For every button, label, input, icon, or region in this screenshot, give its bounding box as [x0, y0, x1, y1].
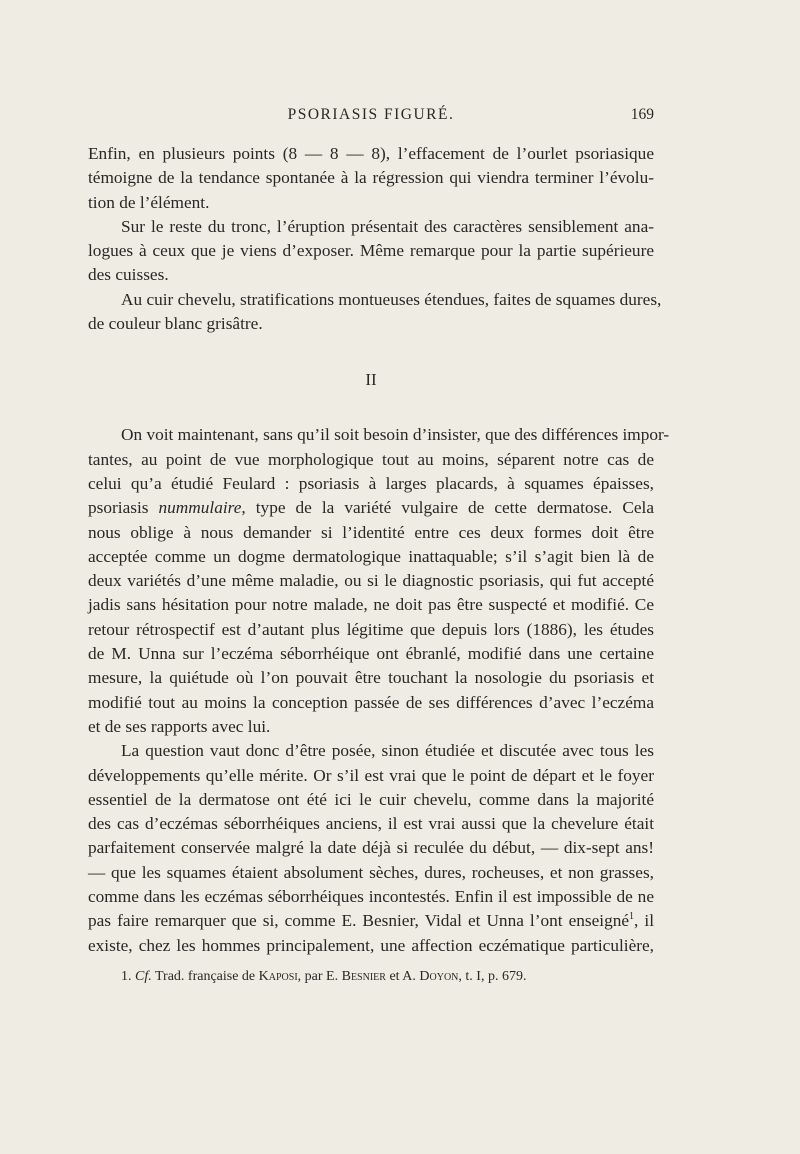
body-text: [88, 142, 670, 958]
text-run: , type de la variété vulgaire de cette dermatose. Cela: [241, 498, 655, 518]
footnote-author: Kaposi: [258, 969, 298, 984]
text-line: Enfin, en plusieurs points (8 — 8 — 8), l’effacement de l’ourlet psoriasique: [88, 144, 654, 163]
text-line: existe, chez les hommes principalement, une affection eczématique particulière,: [88, 935, 654, 955]
footnote-text: et A.: [385, 969, 420, 984]
paragraph: [88, 142, 654, 215]
running-head: [88, 106, 654, 130]
footnote-number: 1.: [121, 969, 132, 984]
text-line: Au cuir chevelu, stratifications montueuses étendues, faites de squames dures,: [121, 289, 662, 309]
text-line: modifié tout au moins la conception passée de ses différences d’avec l’eczéma: [88, 692, 654, 712]
text-line: témoigne de la tendance spontanée à la régression qui viendra terminer l’évolu-: [88, 168, 654, 188]
text-run: psoriasis: [88, 498, 159, 518]
italic-term: nummulaire: [158, 498, 242, 518]
paragraph: [88, 423, 670, 739]
text-line: et de ses rapports avec lui.: [88, 716, 271, 736]
text-line: deux variétés d’une même maladie, ou si le diagnostic psoriasis, qui fut accepté: [88, 571, 654, 591]
text-line: celui qu’a étudié Feulard : psoriasis à larges placards, à squames épaisses,: [88, 473, 654, 493]
text-line: Sur le reste du tronc, l’éruption présentait des caractères sensiblement ana-: [121, 216, 654, 236]
text-line: de M. Unna sur l’eczéma séborrhéique ont ébranlé, modifié dans une certaine: [88, 644, 654, 664]
text-line: des cuisses.: [88, 265, 169, 285]
running-title: PSORIASIS FIGURÉ.: [287, 106, 455, 123]
footnote-cf: Cf.: [135, 969, 152, 984]
footnote-text: , par E.: [297, 969, 342, 984]
text-run: , il: [634, 911, 654, 931]
footnote-text: Trad. française de: [151, 969, 259, 984]
text-line: La question vaut donc d’être posée, sinon étudiée et discutée avec tous les: [121, 741, 654, 761]
text-line: nous oblige à nous demander si l’identité entre ces deux formes doit être: [88, 522, 654, 542]
text-line: de couleur blanc grisâtre.: [88, 314, 263, 334]
text-line: mesure, la quiétude où l’on pouvait être touchant la nosologie du psoriasis et: [88, 668, 654, 688]
text-line: logues à ceux que je viens d’exposer. Même remarque pour la partie supérieure: [88, 241, 654, 261]
text-line: [88, 909, 654, 933]
footnote-text: , t. I, p. 679.: [458, 969, 527, 984]
text-line: jadis sans hésitation pour notre malade, ne doit pas être suspecté et modifié. Ce: [88, 595, 654, 615]
page-number: 169: [630, 106, 654, 123]
footnote-author: Doyon: [419, 969, 459, 984]
text-line: acceptée comme un dogme dermatologique inattaquable; s’il s’agit bien là de: [88, 546, 654, 566]
text-line: essentiel de la dermatose ont été ici le cuir chevelu, comme dans la majorité: [88, 789, 654, 809]
text-line: tion de l’élément.: [88, 192, 210, 212]
text-line: On voit maintenant, sans qu’il soit besoin d’insister, que des différences impor-: [121, 425, 670, 445]
paragraph: [88, 739, 654, 958]
footnote: [121, 969, 526, 985]
text-line: des cas d’eczémas séborrhéiques anciens, il est vrai aussi que la chevelure était: [88, 814, 654, 834]
footnote-reference: 1: [629, 911, 635, 923]
text-line: retour rétrospectif est d’autant plus légitime que depuis lors (1886), les études: [88, 619, 654, 639]
text-line: [88, 496, 654, 520]
footnote-author: Besnier: [341, 969, 386, 984]
text-line: — que les squames étaient absolument sèches, dures, rocheuses, et non grasses,: [88, 862, 654, 882]
text-line: comme dans les eczémas séborrhéiques incontestés. Enfin il est impossible de ne: [88, 887, 654, 907]
text-line: tantes, au point de vue morphologique tout au moins, séparent notre cas de: [88, 449, 654, 469]
text-line: parfaitement conservée malgré la date déjà si reculée du début, — dix-sept ans!: [88, 838, 654, 858]
text-run: pas faire remarquer que si, comme E. Besnier, Vidal et Unna l’ont enseigné: [88, 911, 630, 931]
paragraph: [88, 288, 662, 337]
paragraph: [88, 215, 654, 288]
section-heading: II: [365, 370, 377, 390]
text-line: développements qu’elle mérite. Or s’il est vrai que le point de départ et le foyer: [88, 765, 654, 785]
